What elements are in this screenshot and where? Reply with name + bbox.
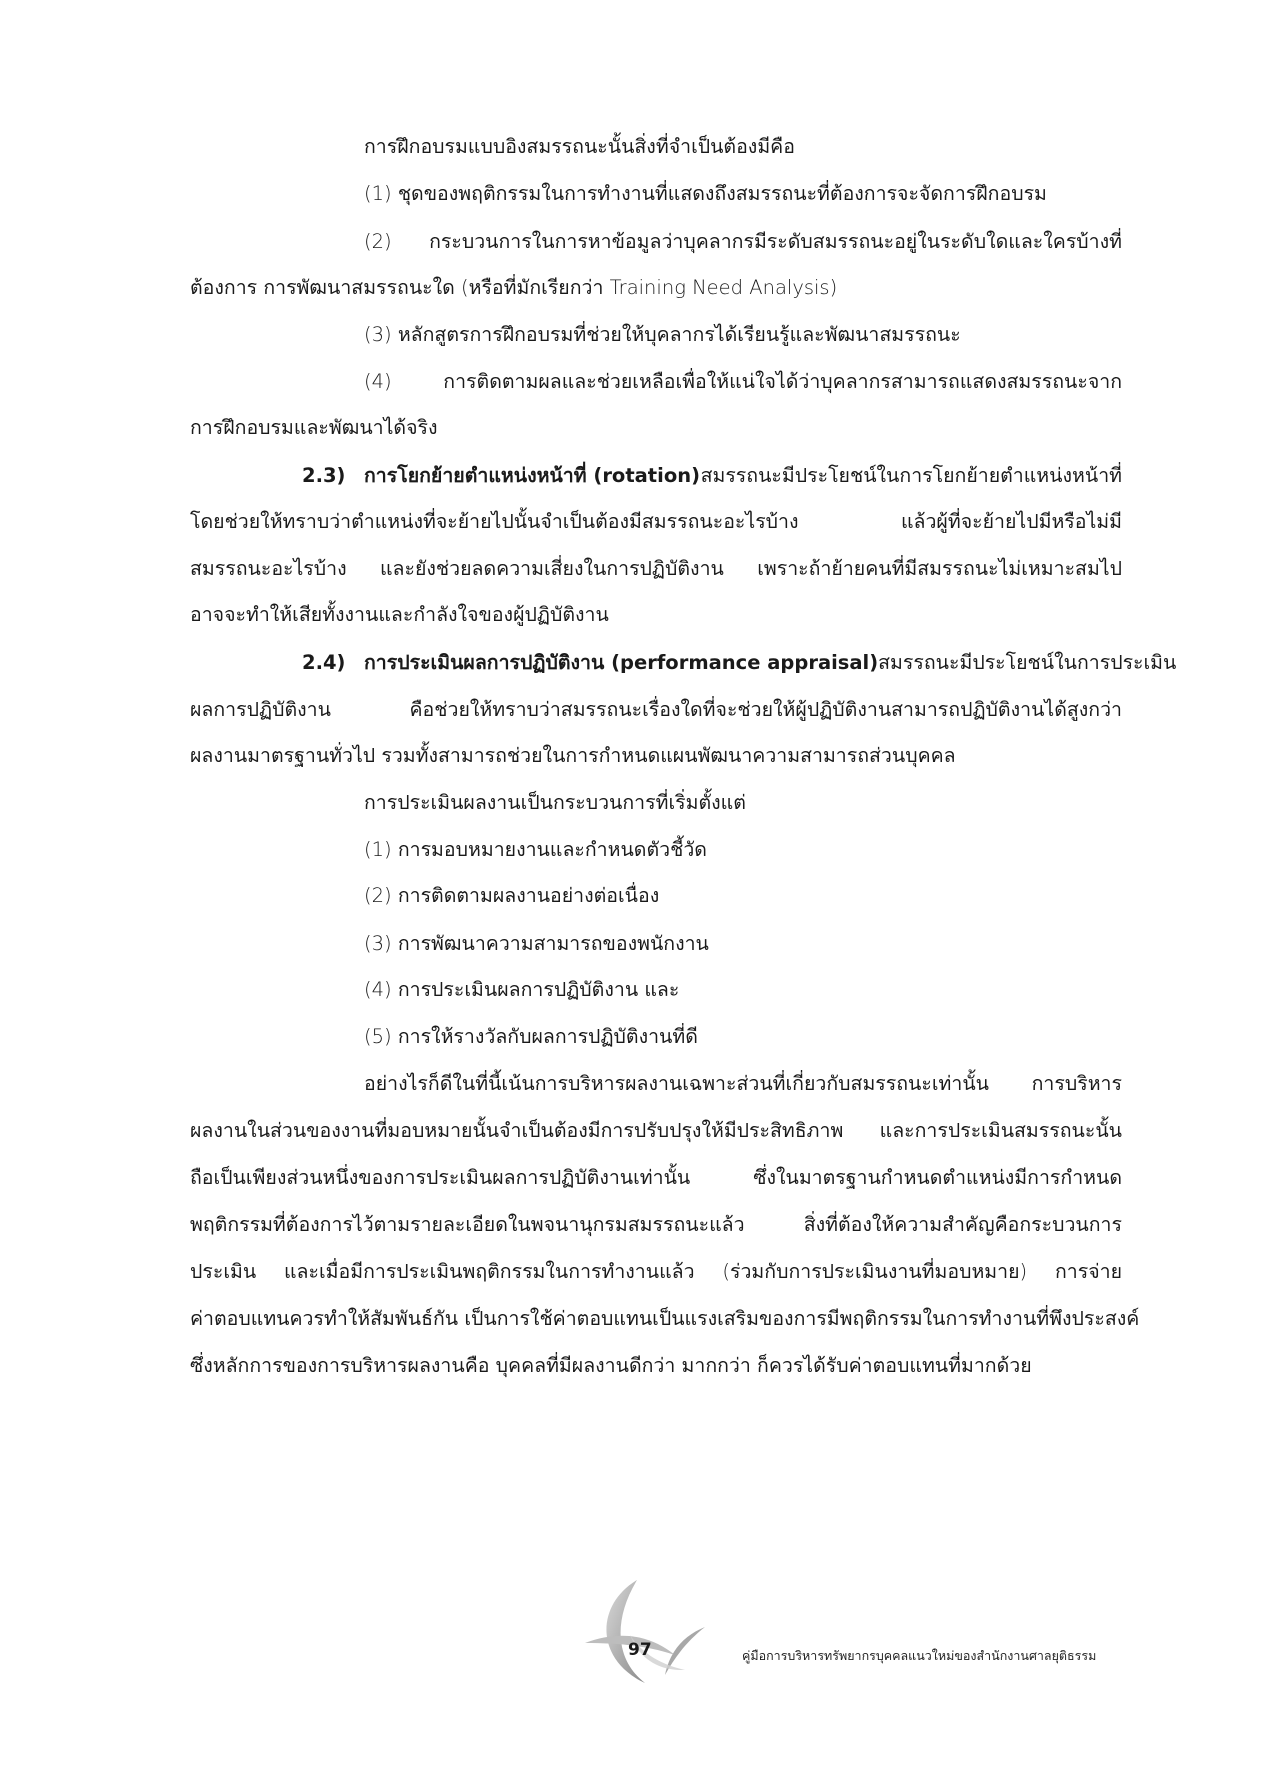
list-item: (2) การติดตามผลงานอย่างต่อเนื่อง [364,884,660,907]
text-line: อย่างไรก็ดีในที่นี้เน้นการบริหารผลงานเฉพาะส่วนที่เกี่ยวกับสมรรถนะเท่านั้น การบริหาร [364,1072,1122,1095]
text-line: พฤติกรรมที่ต้องการไว้ตามรายละเอียดในพจนานุกรมสมรรถนะแล้ว สิ่งที่ต้องให้ความสำคัญคือกระบวนการ [190,1213,1122,1236]
list-item: (2) กระบวนการในการหาข้อมูลว่าบุคลากรมีระดับสมรรถนะอยู่ในระดับใดและใครบ้างที่ [364,230,1122,253]
text-line: การฝึกอบรมและพัฒนาได้จริง [190,416,438,439]
text-line: สมรรถนะมีประโยชน์ในการประเมิน [878,651,1177,674]
text-line: ซึ่งหลักการของการบริหารผลงานคือ บุคคลที่มีผลงานดีกว่า มากกว่า ก็ควรได้รับค่าตอบแทนที่มากด้วย [190,1354,1032,1377]
list-item: (4) การประเมินผลการปฏิบัติงาน และ [364,978,680,1001]
text-line: ต้องการ การพัฒนาสมรรถนะใด (หรือที่มักเรียกว่า Training Need Analysis) [190,276,838,299]
text-line: ผลการปฏิบัติงาน คือช่วยให้ทราบว่าสมรรถนะเรื่องใดที่จะช่วยให้ผู้ปฏิบัติงานสามารถปฏิบัติงานได้สูงกว่า [190,698,1122,721]
page-number: 97 [628,1640,652,1660]
section-heading: การโยกย้ายตำแหน่งหน้าที่ (rotation) [364,464,701,487]
text-line: ประเมิน และเมื่อมีการประเมินพฤติกรรมในการทำงานแล้ว (ร่วมกับการประเมินงานที่มอบหมาย) การจ่าย [190,1260,1122,1283]
section-heading: การประเมินผลการปฏิบัติงาน (performance appraisal) [364,651,879,674]
text-line: โดยช่วยให้ทราบว่าตำแหน่งที่จะย้ายไปนั้นจำเป็นต้องมีสมรรถนะอะไรบ้าง แล้วผู้ที่จะย้ายไปมีหรือไม่มี [190,510,1122,533]
section-number: 2.3) [302,464,346,487]
text-line: การฝึกอบรมแบบอิงสมรรถนะนั้นสิ่งที่จำเป็นต้องมีคือ [364,135,795,158]
text-line: สมรรถนะมีประโยชน์ในการโยกย้ายตำแหน่งหน้าที่ [700,464,1122,487]
list-item: (3) หลักสูตรการฝึกอบรมที่ช่วยให้บุคลากรได้เรียนรู้และพัฒนาสมรรถนะ [364,323,961,346]
text-line: ถือเป็นเพียงส่วนหนึ่งของการประเมินผลการปฏิบัติงานเท่านั้น ซึ่งในมาตรฐานกำหนดตำแหน่งมีการกำหนด [190,1166,1122,1189]
section-number: 2.4) [302,651,346,674]
list-item: (5) การให้รางวัลกับผลการปฏิบัติงานที่ดี [364,1025,698,1048]
text-line: ผลงานมาตรฐานทั่วไป รวมทั้งสามารถช่วยในการกำหนดแผนพัฒนาความสามารถส่วนบุคคล [190,744,956,767]
list-item: (1) ชุดของพฤติกรรมในการทำงานที่แสดงถึงสมรรถนะที่ต้องการจะจัดการฝึกอบรม [364,182,1047,205]
section-heading-line [364,462,1122,490]
text-line: ค่าตอบแทนควรทำให้สัมพันธ์กัน เป็นการใช้ค่าตอบแทนเป็นแรงเสริมของการมีพฤติกรรมในการทำงานที่พึงประสงค์ [190,1307,1140,1330]
list-item: (1) การมอบหมายงานและกำหนดตัวชี้วัด [364,838,707,861]
swirl-logo-icon [575,1575,725,1695]
text-line: สมรรถนะอะไรบ้าง และยังช่วยลดความเสี่ยงในการปฏิบัติงาน เพราะถ้าย้ายคนที่มีสมรรถนะไม่เหมาะสมไป [190,557,1122,580]
section-heading-line [364,649,1177,677]
text-line: ผลงานในส่วนของงานที่มอบหมายนั้นจำเป็นต้องมีการปรับปรุงให้มีประสิทธิภาพ และการประเมินสมรรถนะนั้น [190,1119,1122,1142]
list-item: (3) การพัฒนาความสามารถของพนักงาน [364,932,709,955]
list-item: (4) การติดตามผลและช่วยเหลือเพื่อให้แน่ใจได้ว่าบุคลากรสามารถแสดงสมรรถนะจาก [364,370,1122,393]
footer-title: คู่มือการบริหารทรัพยากรบุคคลแนวใหม่ของสำนักงานศาลยุติธรรม [742,1648,1097,1663]
text-line: การประเมินผลงานเป็นกระบวนการที่เริ่มตั้งแต่ [364,791,746,814]
text-line: อาจจะทำให้เสียทั้งงานและกำลังใจของผู้ปฏิบัติงาน [190,603,609,626]
